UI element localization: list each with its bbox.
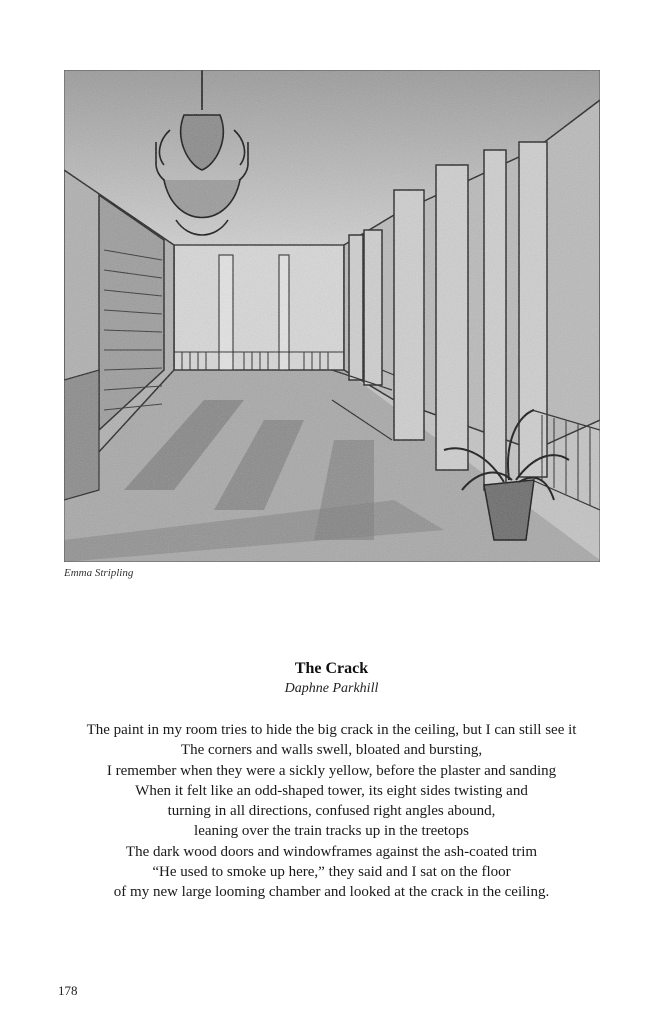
page-number: 178 bbox=[58, 983, 78, 998]
poem-line: leaning over the train tracks up in the treetops bbox=[194, 823, 469, 840]
poem-line: The paint in my room tries to hide the big crack in the ceiling, but I can still see it bbox=[86, 722, 577, 738]
poem-line: I remember when they were a sickly yellow, before the plaster and sanding bbox=[106, 762, 557, 779]
poem-author: Daphne Parkhill bbox=[284, 681, 379, 696]
poem-line: “He used to smoke up here,” they said and I sat on the floor bbox=[152, 864, 511, 881]
poem-line: of my new large looming chamber and looked at the crack in the ceiling. bbox=[113, 884, 550, 901]
porch-drawing-artwork bbox=[64, 70, 600, 562]
artwork-caption: Emma Stripling bbox=[64, 567, 134, 579]
poem-line: When it felt like an odd-shaped tower, its eight sides twisting and bbox=[135, 782, 528, 799]
porch-drawing-image bbox=[64, 70, 600, 562]
poem-body bbox=[0, 720, 663, 903]
poem-line: The corners and walls swell, bloated and bursting, bbox=[180, 742, 483, 759]
poem-title: The Crack bbox=[294, 660, 369, 677]
poem-line: turning in all directions, confused right angles abound, bbox=[167, 803, 496, 820]
poem-line: The dark wood doors and windowframes against the ash-coated trim bbox=[125, 843, 538, 860]
